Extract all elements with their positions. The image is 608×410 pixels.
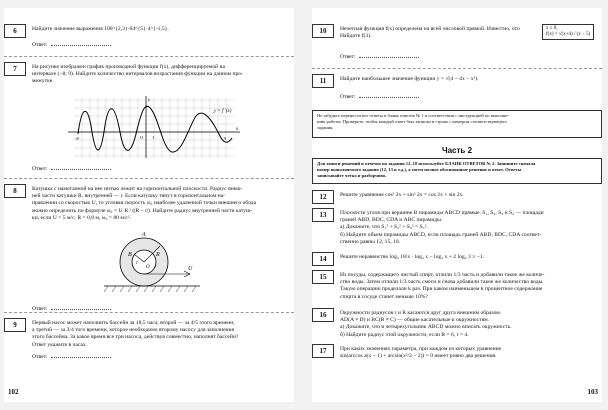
divider bbox=[4, 56, 294, 57]
answer-label: Ответ: bbox=[340, 54, 356, 60]
divider bbox=[4, 178, 294, 179]
problem-number: 14 bbox=[312, 252, 334, 266]
problem-text: Найдите наибольшее значение функции y = √(4 − 4x − x²). bbox=[340, 76, 479, 82]
problem-text: Решите уравнение cos² 2x + sin² 2x = cos 2x + sin 2x. bbox=[340, 192, 464, 198]
part-2-instructions: Для записи решений и ответов на задания 12–18 используйте БЛАНК ОТВЕТОВ № 2. Запишите сначала номер выполняемого задания (12, 13 и т.д.), а затем полное обоснованное решение и ответ. Ответы записывайте четко и разборчиво. bbox=[312, 158, 602, 184]
problem-number: 9 bbox=[4, 318, 26, 332]
point-b-label: B bbox=[128, 252, 132, 258]
answer-line bbox=[32, 354, 111, 360]
problem-number: 10 bbox=[312, 24, 334, 38]
transfer-notice: Не забудьте перенести все ответы в бланк ответов № 1 в соответствии с инструкцией по выполне- нию работы. Проверьте, чтобы каждый ответ был записан в строке с номером соответствующего задания. bbox=[312, 110, 602, 138]
problem-text: Окружности радиусов r и R касаются друг друга внешним образом. AD(A ≠ D) и BC(B ≠ C) — общие касательные к окружностям. а) Докажите, что в четырехугольник ABCD можно вписать окружность. б) Найдите радиус этой окружности, если R = 6, r = 4. bbox=[340, 310, 512, 338]
problem-number: 8 bbox=[4, 184, 26, 198]
derivative-graph bbox=[64, 94, 244, 160]
velocity-u-label: U bbox=[188, 266, 193, 272]
problem-number: 6 bbox=[4, 24, 26, 38]
problem-text: Найдите значение выражения 100^{2,3}·64^{5}·4^{-1,5}. bbox=[32, 26, 169, 32]
problem-text: Плоскости углов при вершине B пирамиды ABCD прямые. S₁, S₂, S₃ и S₄ — площади граней ABD, BDC, CDA и ABC пирамиды. а) Докажите, что S₁² + S₂² + S₄² = S₃². б) Найдите объем пирамиды ABCD, если площадь граней ABD, BDC, CDA соответ- ственно равны 12, 15, 10. bbox=[340, 210, 544, 245]
problem-text: При каких значениях параметра, при каждом из которых уравнение sin(arccos a(x − 1) + arcsin(x²/2 − 2)) = 0 имеет ровно два решения. bbox=[340, 346, 502, 360]
problem-number: 16 bbox=[312, 308, 334, 322]
problem-number: 15 bbox=[312, 270, 334, 284]
y-axis-label: y bbox=[148, 98, 151, 103]
center-o-label: O bbox=[146, 265, 150, 270]
problem-text: Катушка с намотанной на нее нитью лежит на горизонтальной плоскости. Радиус внеш- ней части катушки R, внутренней — r. Если катушку тянут в горизонтальном на- правлении со скоростью U, то угловая скорость ω₀ наиболее удаленной точки внешнего обода можно определить по формуле ω₀ = U·R / (|R − r|). Найдите радиус внутренней части катуш- ки, если U = 5 м/с, R = 0,8 м, ω₀ = 80 м/с². bbox=[32, 186, 257, 221]
left-page bbox=[4, 8, 294, 402]
answer-line bbox=[340, 94, 419, 100]
divider bbox=[312, 68, 602, 69]
x-tick-end: 9 bbox=[224, 136, 227, 141]
problem-number: 12 bbox=[312, 190, 334, 204]
page-number: 102 bbox=[8, 388, 19, 396]
spool-figure bbox=[104, 228, 204, 302]
page-number: 103 bbox=[587, 388, 598, 396]
answer-line bbox=[32, 166, 111, 172]
function-definition: x ≤ 0, f(x) = √(x+4) / (x − 5) bbox=[542, 24, 594, 40]
origin-label: O bbox=[140, 135, 144, 140]
right-page bbox=[312, 8, 602, 402]
answer-label: Ответ: bbox=[32, 166, 48, 172]
problem-text: На рисунке изображен график производной функции f(x), дифференцируемой на интервале (−8; 9). Найдите количество интервалов возрастания функции на данном про- межутке. bbox=[32, 64, 243, 85]
problem-number: 7 bbox=[4, 62, 26, 76]
x-tick-one: 1 bbox=[152, 135, 155, 140]
problem-text: Первый насос может наполнить бассейн за 18,5 часа, второй — за 4/5 этого времени, а третий — за 3/4 того времени, которое необходимо второму насосу для заполнения этого бассейна. За какое время все три насоса, действуя совместно, наполнят бассейн? Ответ укажите в часах. bbox=[32, 320, 239, 348]
problem-text: Из посуды, содержащего чистый спирт, отлили 1/3 часть и добавили такое же количе- ство воды. Затем отлили 1/3 часть смеси и снова добавили такое же количество воды. Такую операцию проделали k раз. При каком наименьшем k процентное содержание спирта в сосуде станет меньше 10%? bbox=[340, 272, 545, 300]
answer-label: Ответ: bbox=[32, 354, 48, 360]
problem-number: 11 bbox=[312, 74, 334, 88]
answer-label: Ответ: bbox=[340, 94, 356, 100]
problem-number: 13 bbox=[312, 208, 334, 222]
answer-label: Ответ: bbox=[32, 306, 48, 312]
answer-label: Ответ: bbox=[32, 42, 48, 48]
radius-small-r-label: r bbox=[136, 261, 138, 266]
problem-text: Решите неравенство log₂ 18/x · log₂ x − log₂ x + 2 log₂ 3 ≥ −1. bbox=[340, 254, 485, 260]
radius-r-label: R bbox=[156, 252, 160, 258]
curve-label: y = f ′(x) bbox=[214, 109, 232, 114]
part-2-title: Часть 2 bbox=[441, 146, 473, 155]
problem-text: Нечетная функция f(x) определена на всей числовой прямой. Известно, что Найдите f(3). bbox=[340, 26, 520, 40]
answer-line bbox=[32, 42, 111, 48]
x-axis-label: x bbox=[236, 127, 239, 132]
problem-number: 17 bbox=[312, 344, 334, 358]
point-a-label: A bbox=[142, 232, 146, 238]
answer-line bbox=[340, 54, 419, 60]
derivative-curve bbox=[78, 106, 232, 152]
x-tick-start: −8 bbox=[74, 136, 79, 141]
divider bbox=[4, 312, 294, 313]
